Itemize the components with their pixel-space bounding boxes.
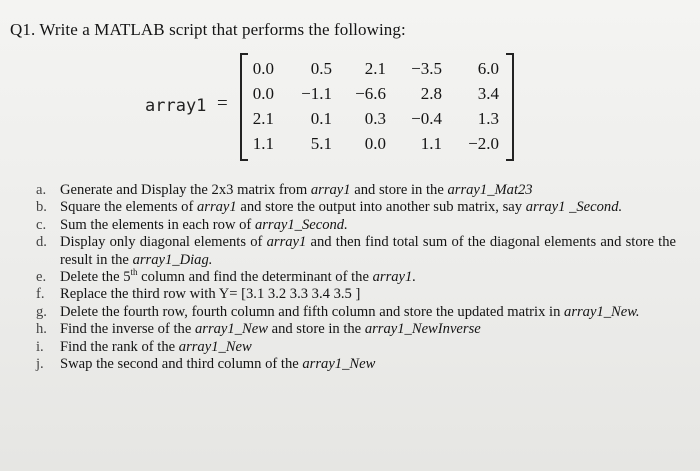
variable-name: array1 <box>266 234 307 251</box>
instruction-item <box>36 199 676 216</box>
instruction-fragment: Find the rank of the <box>60 338 179 355</box>
instruction-text <box>60 356 676 373</box>
variable-name: array1_Second. <box>254 216 348 233</box>
instruction-fragment: and store in the <box>267 321 365 338</box>
instruction-letter: a. <box>36 182 47 198</box>
instruction-text <box>60 217 676 234</box>
matrix-cell: 0.3 <box>364 108 386 128</box>
variable-name: array1_New <box>302 356 376 373</box>
variable-name: array1 <box>196 199 237 216</box>
question-heading <box>10 20 406 40</box>
matrix-cell: 2.8 <box>420 83 442 103</box>
question-title-text: Write a MATLAB script that performs the following: <box>39 20 406 39</box>
matrix-array1 <box>248 56 506 156</box>
instruction-text <box>60 286 676 303</box>
matrix-row <box>248 131 506 156</box>
instruction-letter: j. <box>36 356 44 373</box>
matrix-cell: 1.3 <box>477 108 499 128</box>
instruction-fragment: and store in the <box>350 182 448 198</box>
instruction-letter: d. <box>36 234 47 251</box>
variable-name: array1_Diag. <box>132 251 213 268</box>
matrix-cell: −3.5 <box>411 58 442 78</box>
instruction-item <box>36 217 676 234</box>
instruction-item <box>36 269 676 286</box>
matrix-row <box>248 56 506 81</box>
variable-name: array1_New <box>194 321 268 338</box>
instruction-fragment: Replace the third row with Y= [3.1 3.2 3.3 3.4 3.5 ] <box>60 286 361 303</box>
instruction-item <box>36 286 676 303</box>
matrix-cell: 1.1 <box>252 133 274 153</box>
matrix-row <box>248 106 506 131</box>
instruction-text <box>60 339 676 356</box>
matrix-row <box>248 81 506 106</box>
matrix-cell: −2.0 <box>468 133 499 153</box>
matrix-cell: 0.0 <box>252 58 274 78</box>
variable-name: array1 <box>310 182 351 198</box>
variable-name: array1_New. <box>564 303 640 320</box>
instruction-item <box>36 234 676 269</box>
matrix-cell: −1.1 <box>301 83 332 103</box>
instruction-letter: i. <box>36 338 44 355</box>
instruction-fragment: Display only diagonal elements of <box>60 234 267 251</box>
instruction-fragment: and store the output into another sub matrix, say <box>236 199 526 216</box>
instruction-item <box>36 356 676 373</box>
matrix-cell: 0.1 <box>310 108 332 128</box>
variable-name: array1_New <box>178 338 252 355</box>
instruction-item <box>36 339 676 356</box>
superscript: th <box>130 267 138 278</box>
instruction-letter: g. <box>36 303 47 320</box>
matrix-cell: 6.0 <box>477 58 499 78</box>
matrix-cell: 1.1 <box>420 133 442 153</box>
matrix-cell: 2.1 <box>364 58 386 78</box>
instruction-text <box>60 269 676 286</box>
matrix-cell: 3.4 <box>477 83 499 103</box>
matrix-cell: 0.0 <box>252 83 274 103</box>
instruction-fragment: Square the elements of <box>60 199 197 216</box>
matrix-cell: 2.1 <box>252 108 274 128</box>
equals-sign: = <box>217 93 228 114</box>
instruction-fragment: Find the inverse of the <box>60 321 195 338</box>
instruction-fragment: Swap the second and third column of the <box>60 356 303 373</box>
instruction-fragment: column and find the determinant of the <box>137 269 373 286</box>
variable-name: array1 _Second. <box>525 199 623 216</box>
matrix-cell: 0.0 <box>364 133 386 153</box>
matrix-cell: 0.5 <box>310 58 332 78</box>
matrix-right-bracket <box>506 53 514 161</box>
instruction-letter: e. <box>36 269 47 286</box>
instruction-text <box>60 182 676 199</box>
instruction-fragment: Delete the 5 <box>60 269 131 286</box>
instruction-letter: c. <box>36 216 47 233</box>
variable-name: array1_NewInverse <box>364 321 481 338</box>
instruction-text <box>60 234 676 269</box>
instruction-item <box>36 321 676 338</box>
instruction-text <box>60 199 676 216</box>
instruction-text <box>60 304 676 321</box>
instruction-fragment: Generate and Display the 2x3 matrix from <box>60 182 311 198</box>
instruction-fragment: and then find total sum of the diagonal elements and store the result in the <box>60 234 676 268</box>
instruction-fragment: Sum the elements in each row of <box>60 216 255 233</box>
matrix-cell: −0.4 <box>411 108 442 128</box>
instruction-list <box>36 182 676 373</box>
variable-name: array1. <box>372 269 416 286</box>
matrix-left-bracket <box>240 53 248 161</box>
question-number: Q1. <box>10 20 36 39</box>
instruction-fragment: Delete the fourth row, fourth column and fifth column and store the updated matrix in <box>60 303 565 320</box>
matrix-label: array1 <box>145 96 207 116</box>
instruction-item <box>36 182 676 199</box>
instruction-letter: b. <box>36 199 47 216</box>
matrix-cell: 5.1 <box>310 133 332 153</box>
instruction-letter: h. <box>36 321 47 338</box>
instruction-letter: f. <box>36 286 45 303</box>
instruction-item <box>36 304 676 321</box>
instruction-text <box>60 321 676 338</box>
variable-name: array1_Mat23 <box>447 182 533 198</box>
matrix-cell: −6.6 <box>355 83 386 103</box>
